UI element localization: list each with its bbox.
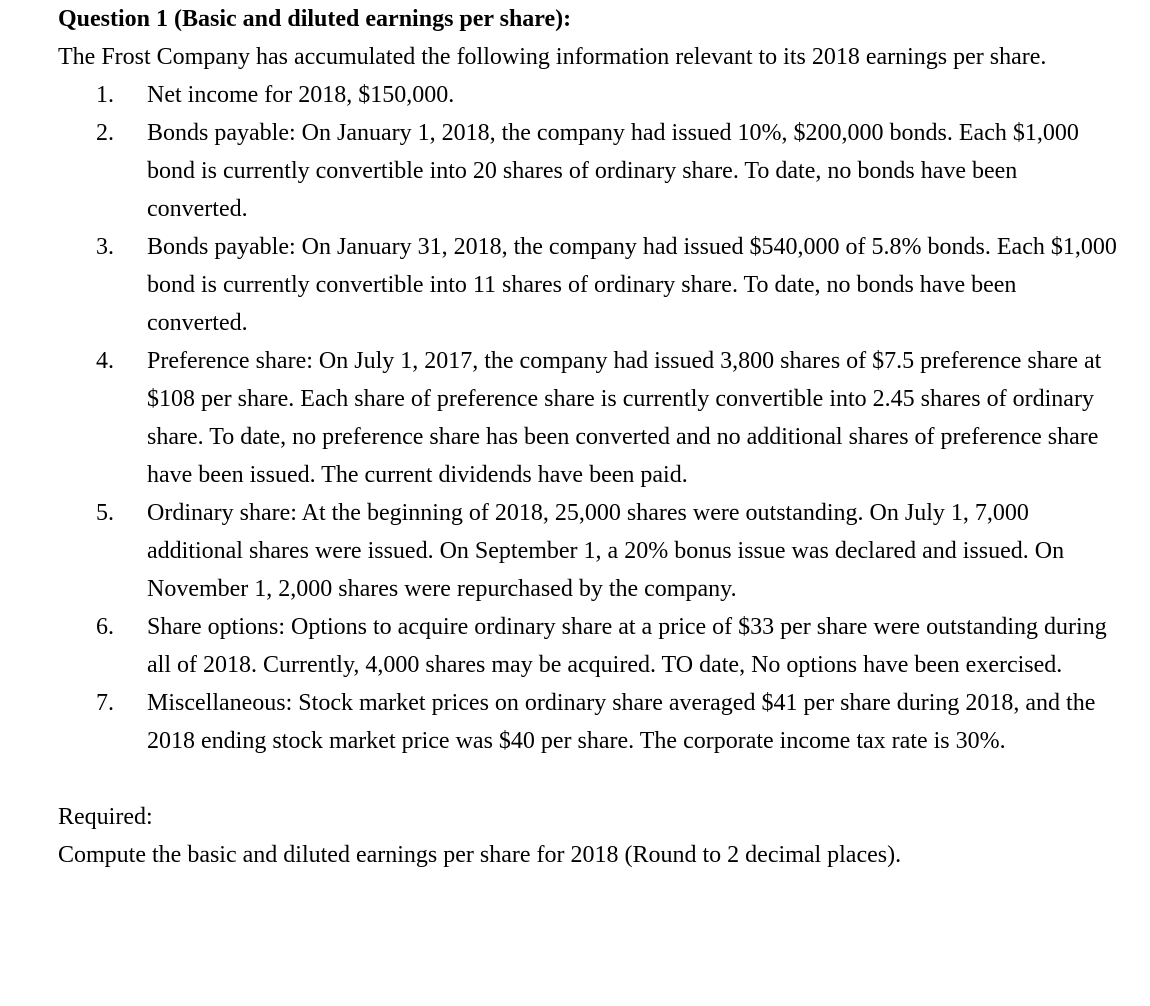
question-intro: The Frost Company has accumulated the following information relevant to its 2018 earnings per share. <box>58 44 1047 70</box>
list-item <box>58 684 1118 760</box>
list-item <box>58 114 1118 228</box>
list-item <box>58 76 1118 114</box>
item-number: 4. <box>96 348 114 374</box>
item-text: Ordinary share: At the beginning of 2018, 25,000 shares were outstanding. On July 1, 7,000 additional shares were issued. On September 1, a 20% bonus issue was declared and issued. On November 1, 2,000 shares were repurchased by the company. <box>147 500 1065 602</box>
list-item <box>58 494 1118 608</box>
item-text: Bonds payable: On January 1, 2018, the company had issued 10%, $200,000 bonds. Each $1,000 bond is currently convertible into 20 shares of ordinary share. To date, no bonds have been converted. <box>147 120 1079 222</box>
item-number: 1. <box>96 82 114 108</box>
item-text: Bonds payable: On January 31, 2018, the company had issued $540,000 of 5.8% bonds. Each $1,000 bond is currently convertible into 11 shares of ordinary share. To date, no bonds have been converted. <box>147 234 1117 336</box>
item-text: Net income for 2018, $150,000. <box>147 82 455 108</box>
item-number: 7. <box>96 690 114 716</box>
info-list <box>58 76 1118 760</box>
item-number: 5. <box>96 500 114 526</box>
item-number: 2. <box>96 120 114 146</box>
question-document <box>58 0 1118 874</box>
item-text: Miscellaneous: Stock market prices on ordinary share averaged $41 per share during 2018, and the 2018 ending stock market price was $40 per share. The corporate income tax rate is 30%. <box>147 690 1096 754</box>
required-label: Required: <box>58 804 153 830</box>
required-text: Compute the basic and diluted earnings per share for 2018 (Round to 2 decimal places). <box>58 842 902 868</box>
required-section <box>58 798 1118 874</box>
item-text: Share options: Options to acquire ordinary share at a price of $33 per share were outstanding during all of 2018. Currently, 4,000 shares may be acquired. TO date, No options have been exercised. <box>147 614 1107 678</box>
question-title: Question 1 (Basic and diluted earnings per share): <box>58 6 572 32</box>
item-text: Preference share: On July 1, 2017, the company had issued 3,800 shares of $7.5 preference share at $108 per share. Each share of preference share is currently convertible into 2.45 shares of ordinary share. To date, no preference share has been converted and no additional shares of preference share have been issued. The current dividends have been paid. <box>147 348 1102 488</box>
list-item <box>58 342 1118 494</box>
item-number: 6. <box>96 614 114 640</box>
list-item <box>58 228 1118 342</box>
list-item <box>58 608 1118 684</box>
item-number: 3. <box>96 234 114 260</box>
